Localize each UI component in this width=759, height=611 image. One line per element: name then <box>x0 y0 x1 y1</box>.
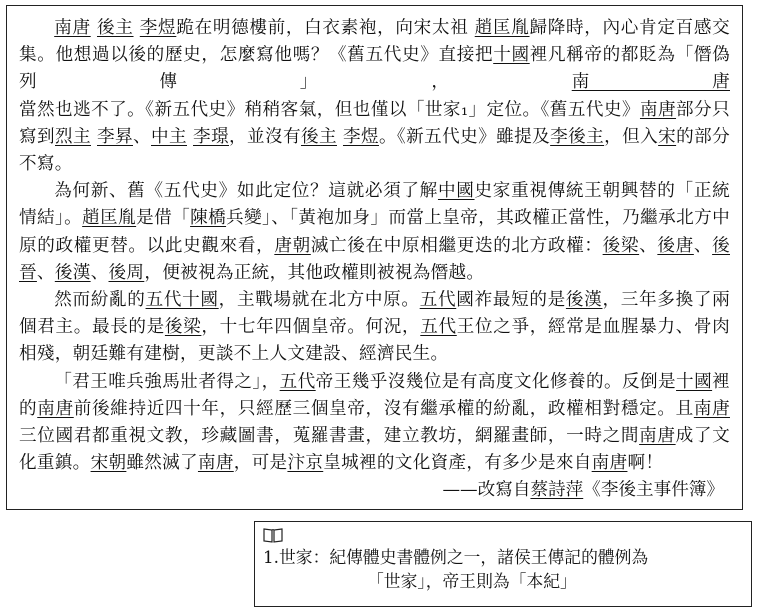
paragraph <box>19 369 730 478</box>
text-run: 前後維持近四十年，只經歷三個皇帝，沒有繼承權的紛亂，政權相對穩定。且 <box>73 398 694 419</box>
text-run: 為何新、舊《五代史》如此定位？這就必須了解 <box>54 181 438 202</box>
proper-noun: 李後主 <box>550 126 605 147</box>
text-run: 裡的 <box>19 371 730 419</box>
text-run: 《李後主事件簿》 <box>583 480 724 501</box>
article-box <box>6 5 743 510</box>
text-run: ，可是 <box>233 453 288 474</box>
proper-noun: 李煜 <box>342 126 379 147</box>
text-run: 的部分不寫。 <box>19 126 730 175</box>
proper-noun: 趙匡胤 <box>82 208 137 229</box>
text-run: 三位國君都重視文教，珍藏圖書，蒐羅書畫，建立教坊，網羅畫師，一時之間 <box>19 426 640 447</box>
footnote-box <box>254 521 752 607</box>
text-run: 部分只寫到 <box>19 99 730 147</box>
proper-noun: 南唐 <box>197 453 234 474</box>
proper-noun: 五代 <box>279 371 316 392</box>
proper-noun: 南唐 <box>693 398 730 419</box>
text-run: 、 <box>90 262 109 283</box>
proper-noun: 後梁 <box>602 235 640 256</box>
footnote-line-2: 「世家」，帝王則為「本紀」 <box>367 571 577 591</box>
proper-noun: 五代 <box>419 290 457 311</box>
text-run: 王位之爭，經常是血腥暴力、骨肉相殘，朝廷難有建樹，更談不上人文建設、經濟民生。 <box>19 317 730 365</box>
text-run: 、 <box>36 262 55 283</box>
paragraph <box>19 15 730 178</box>
proper-noun: 南唐 <box>571 72 730 93</box>
proper-noun: 陳橋 <box>190 208 227 229</box>
proper-noun: 後梁 <box>164 317 202 338</box>
proper-noun: 蔡詩萍 <box>530 480 584 501</box>
proper-noun: 五代十國 <box>145 290 219 311</box>
text-run: ，主戰場就在北方中原。 <box>218 290 420 311</box>
source-attribution <box>19 477 730 504</box>
text-run: ，十七年四個皇帝。何況， <box>201 317 421 338</box>
proper-noun: 李璟 <box>193 126 229 147</box>
text-run: 皇城裡的文化資產，有多少是來自 <box>323 453 592 474</box>
proper-noun: 後主 <box>96 18 134 38</box>
proper-noun: 十國 <box>676 371 713 392</box>
article-body <box>19 15 730 477</box>
proper-noun: 趙匡胤 <box>474 18 530 38</box>
proper-noun: 後漢 <box>54 262 91 283</box>
proper-noun: 後漢 <box>565 290 603 311</box>
text-run: 、 <box>639 235 658 256</box>
text-run: ，便被視為正統，其他政權則被視為僭越。 <box>144 262 485 283</box>
text-run: ——改寫自 <box>442 480 531 501</box>
book-icon <box>263 527 283 543</box>
proper-noun: 南唐 <box>639 426 676 447</box>
proper-noun: 宋 <box>658 126 677 147</box>
proper-noun: 唐朝 <box>274 235 311 256</box>
text-run: 是借「 <box>136 208 191 229</box>
proper-noun: 宋朝 <box>90 453 127 474</box>
text-run: 「君王唯兵強馬壯者得之」， <box>54 371 280 392</box>
proper-noun: 後唐 <box>657 235 694 256</box>
text-run: 、 <box>693 235 713 256</box>
proper-noun: 五代 <box>420 317 457 338</box>
text-run: 跪在明德樓前，白衣素袍，向宋太祖 <box>176 18 475 38</box>
proper-noun: 南唐 <box>639 99 677 120</box>
text-run: 國祚最短的是 <box>456 290 566 311</box>
text-run: 當然也逃不了。《新五代史》稍稍客氣，但也僅以「世家₁」定位。《舊五代史》 <box>19 99 640 120</box>
proper-noun: 中主 <box>151 126 187 147</box>
text-run: 歸降時，內心肯定百感交集。他想過以後的歷史，怎麼寫他嗎？《舊五代史》直接把 <box>19 18 730 66</box>
proper-noun: 李煜 <box>139 18 177 38</box>
text-run: 啊！ <box>627 453 664 474</box>
proper-noun: 後主 <box>300 126 337 147</box>
text-run: 成了文化重鎮。 <box>19 426 730 474</box>
text-run: 雖然滅了 <box>126 453 198 474</box>
proper-noun: 後周 <box>108 262 145 283</box>
paragraph <box>19 178 730 287</box>
proper-noun: 汴京 <box>287 453 324 474</box>
text-run: 帝王幾乎沒幾位是有高度文化修養的。反倒是 <box>315 371 677 392</box>
proper-noun: 烈主 <box>55 126 91 147</box>
proper-noun: 後晉 <box>19 235 730 283</box>
text-run: 然而紛亂的 <box>54 290 146 311</box>
proper-noun: 十國 <box>493 45 530 66</box>
text-run: 、 <box>133 126 151 147</box>
proper-noun: 南唐 <box>54 18 91 38</box>
text-run: 。《新五代史》雖提及 <box>378 126 551 147</box>
proper-noun: 中國 <box>437 181 475 202</box>
text-run: ，但入 <box>604 126 659 147</box>
footnote-line-1: 1.世家：紀傳體史書體例之一，諸侯王傳記的體例為 <box>263 547 649 567</box>
proper-noun: 南唐 <box>591 453 628 474</box>
text-run: 滅亡後在中原相繼更迭的北方政權： <box>310 235 603 256</box>
proper-noun: 李昪 <box>97 126 133 147</box>
text-run: 裡凡稱帝的都貶為「僭偽列傳」， <box>19 45 730 93</box>
text-run: ，三年多換了兩個君主。最長的是 <box>19 290 731 338</box>
proper-noun: 南唐 <box>37 398 74 419</box>
text-run: ，並沒有 <box>229 126 301 147</box>
paragraph <box>19 287 730 369</box>
text-run: 兵變」、「黃袍加身」而當上皇帝，其政權正當性，乃繼承北方中原的政權更替。以此史觀來看， <box>19 208 731 256</box>
text-run: 史家重視傳統王朝興替的「正統情結」。 <box>19 181 730 229</box>
